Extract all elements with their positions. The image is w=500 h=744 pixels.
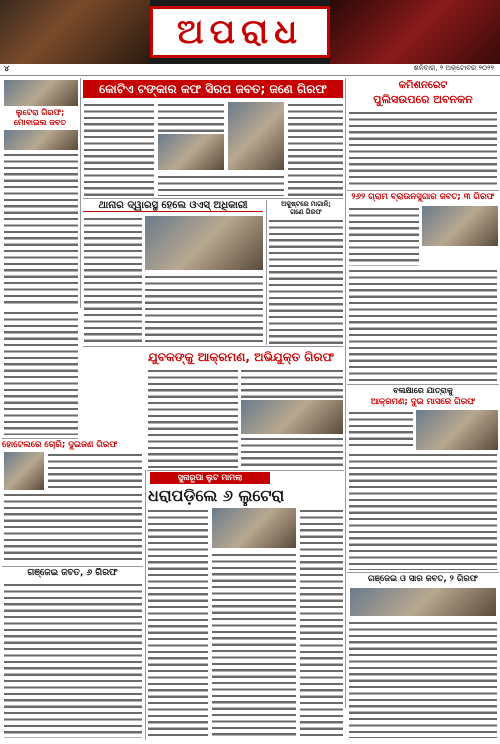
youth-title: ଯୁବକଙ୍କୁ ଆକ୍ରମଣ, ଅଭିଯୁକ୍ତ ଗିରଫ: [148, 350, 335, 364]
right3-body-b: [349, 452, 497, 570]
right3-title-2: ଆକ୍ରମଣ; ଦୁଇ ମାସରେ ଗିରଫ: [370, 397, 476, 407]
mid-small-title-2: ଗଣେ ଗିରଫ: [290, 208, 322, 216]
main1-photo-2: [228, 102, 284, 170]
masthead: [0, 0, 500, 64]
main1-body-col1: [84, 102, 154, 196]
right-top-body: [349, 110, 497, 188]
main1-body-col2a: [158, 102, 224, 132]
ganja-right-body: [349, 620, 497, 738]
hotel-title: ହୋଟେଲରେ ଚୋରି; ଦୁଇଜଣ ଗିରଫ: [2, 440, 118, 450]
main1-body-col2b: [158, 174, 284, 196]
thana-photo: [145, 216, 263, 270]
right3-title-1: ବଳାକ୍ଷାରେ ଯାତ୍ରାକୁ: [393, 386, 453, 395]
right-top-title-2: ପୁଲିସଉପରେ ଅବନକନ: [373, 93, 473, 106]
right2-photo: [422, 206, 498, 246]
thana-body-col2: [145, 274, 263, 344]
right3-body-a: [349, 410, 413, 448]
hotel-photo: [4, 452, 44, 490]
masthead-photo-left: [0, 0, 150, 64]
hotel-body-a: [48, 452, 142, 490]
suna-title: ଧରାପଡ଼ିଲେ ୬ ଲୁଟେରା: [148, 486, 285, 505]
suna-body-col3: [300, 508, 343, 738]
left-top-title-2: ମୋବାଇଲ ଜବତ: [13, 118, 67, 127]
suna-body-col2: [212, 552, 296, 738]
masthead-banner: [150, 6, 330, 58]
main1-photo-1: [158, 134, 224, 170]
left-top-body: [4, 152, 78, 307]
hotel-body-b: [4, 492, 142, 564]
photo-left-mid: [4, 130, 78, 150]
mid-small-title-1: ଅକୁଷ୍ଟରେ ମାଗାଳି;: [281, 200, 331, 208]
headline-cough-syrup: କୋଟିଏ ଟଙ୍କାର କଫ ସିରପ ଜବତ; ଜଣେ ଗିରଫ: [83, 80, 343, 98]
mid-small-body: [269, 218, 343, 344]
youth-body-col1: [148, 368, 238, 468]
youth-body-col2a: [241, 368, 343, 398]
issue-date: ଶନିବାର, ୨ ଅକ୍ଟୋବର ୨୦୨୨: [413, 64, 494, 72]
right2-title: ୨୬୨ ଗ୍ରାମ ବ୍ରାଉନସୁଗାର ଜବତ; ୩ ଗିରଫ: [351, 192, 495, 202]
suna-kicker: ସୁନାରୂପା ଲୁଟ ମାମଲା: [150, 472, 270, 484]
left-mid-body: [4, 310, 78, 435]
main1-body-col4: [288, 102, 343, 196]
ganja-left-title: ଗଞ୍ଜେଇ ଜବତ, ୬ ଗିରଫ: [27, 568, 118, 578]
right2-body-b: [349, 268, 497, 382]
left-top-title-1: ଲୁଟେରା ଗିରଫ;: [15, 108, 65, 117]
thana-body-col1: [84, 216, 142, 344]
right3-photo: [416, 410, 498, 450]
photo-left-top: [4, 80, 78, 106]
ganja-right-title: ଗଞ୍ଜେଇ ଓ ସାର ଜବତ, ୨ ଗିରଫ: [368, 574, 478, 584]
ganja-right-photo: [350, 588, 496, 616]
page-number: ୪: [4, 64, 10, 73]
youth-body-col2b: [241, 436, 343, 468]
right2-body-a: [349, 206, 419, 266]
ganja-left-body: [4, 582, 142, 738]
thana-title: ଥାନାର ଦ୍ୱାରସ୍ଥ ହେଲେ ଓଏସ୍ ଅଧିକାରୀ: [83, 200, 263, 212]
suna-body-col1: [148, 508, 208, 738]
right-top-title-1: କମିଶନରେଟ: [398, 80, 448, 91]
masthead-title: ଅପରାଧ: [176, 12, 304, 52]
masthead-photo-right: [330, 0, 500, 64]
youth-photo: [241, 400, 343, 434]
suna-photo: [212, 508, 296, 548]
